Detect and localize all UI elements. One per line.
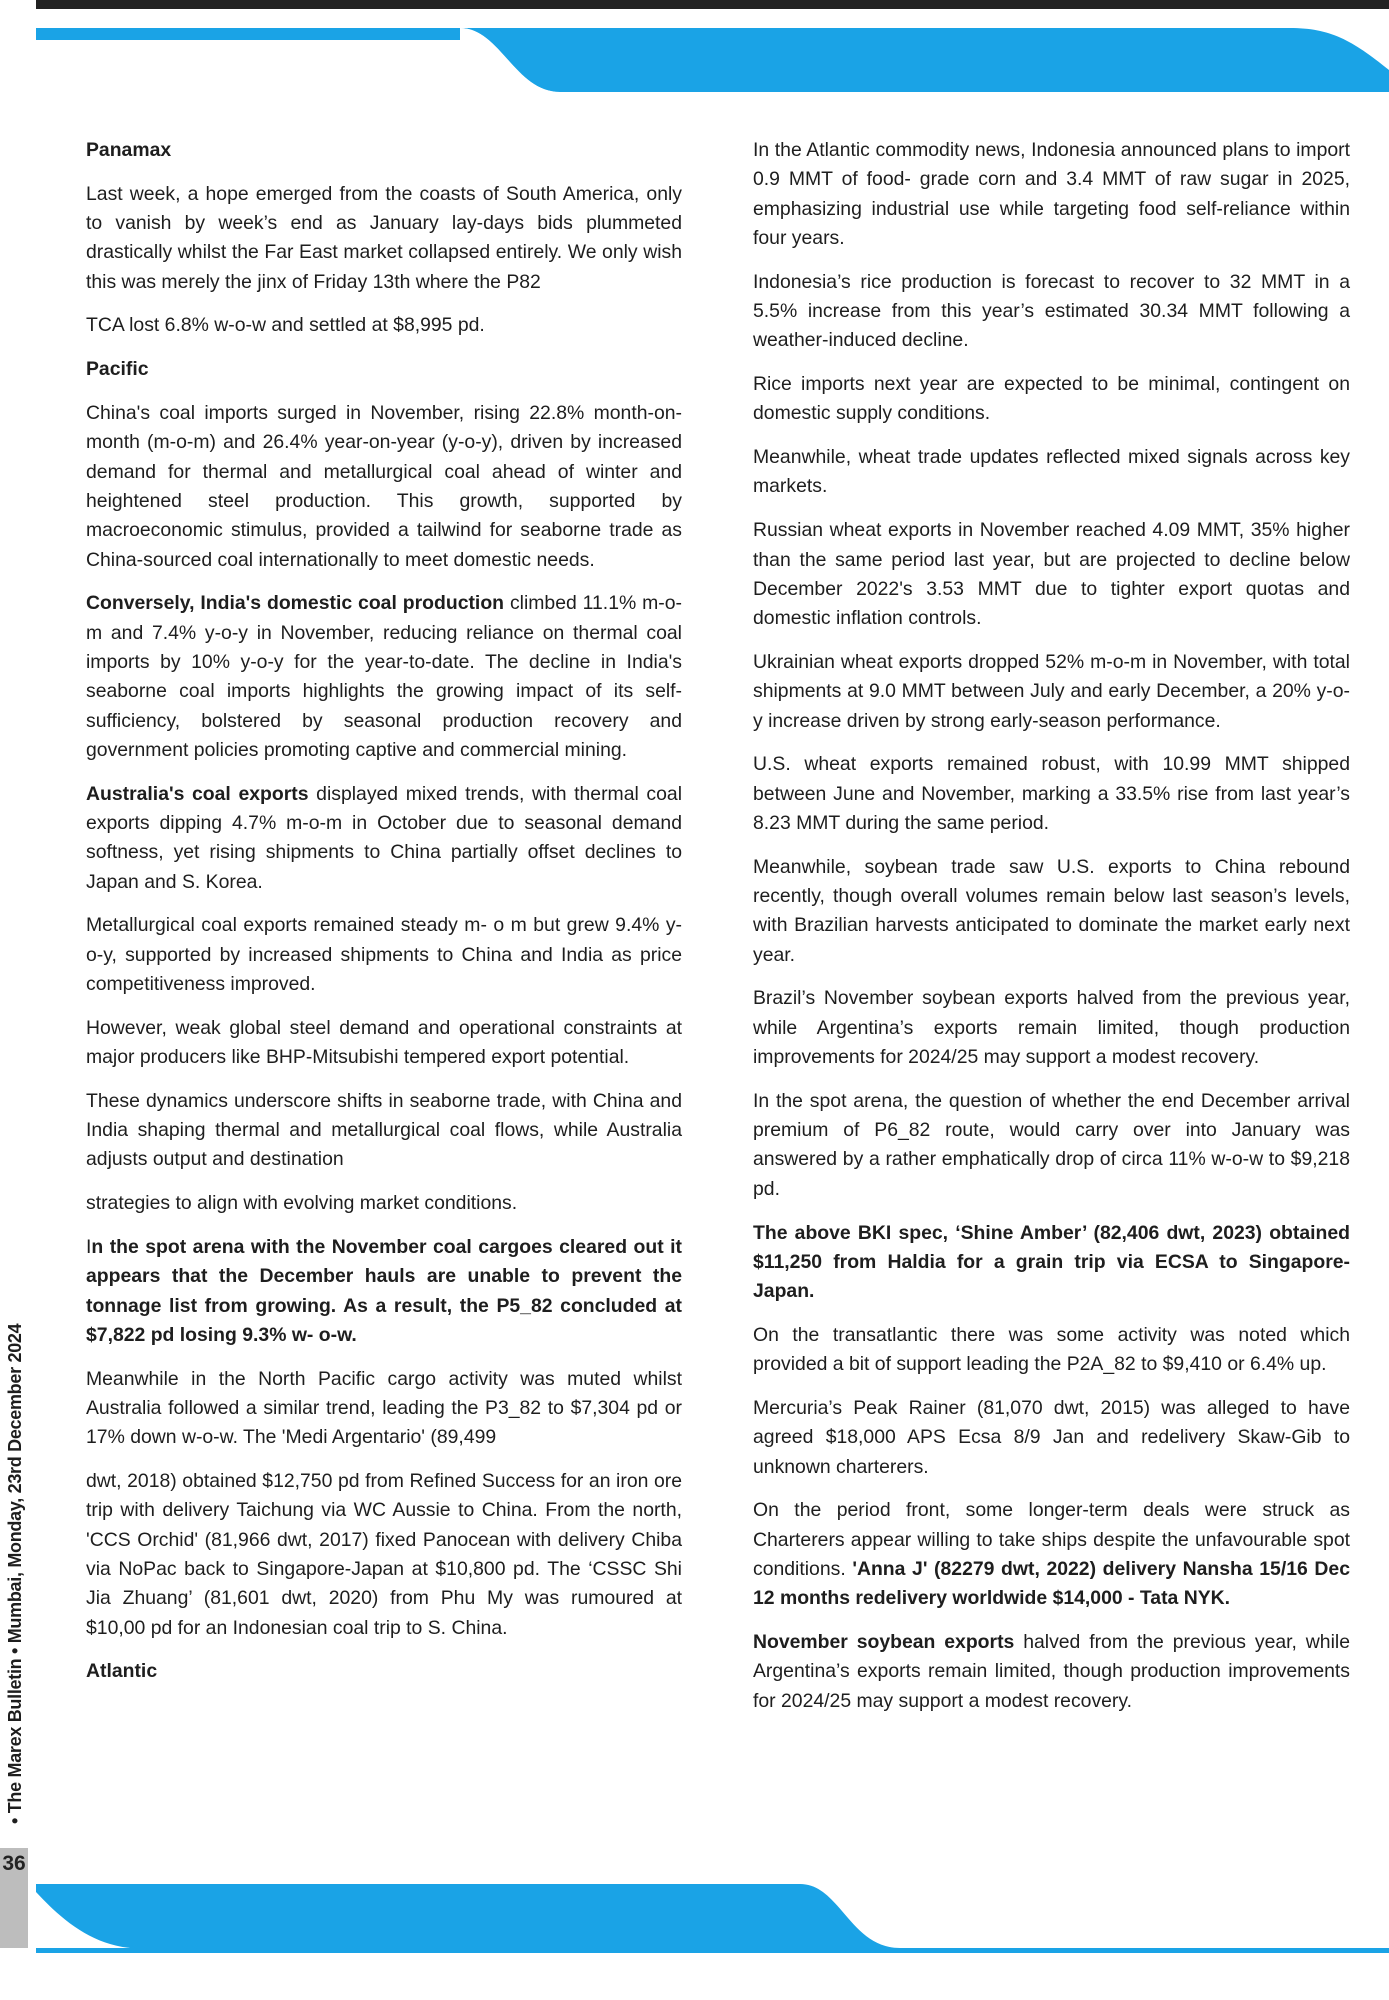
- paragraph: On the transatlantic there was some activity was noted which provided a bit of support leading the P2A_82 to $9,410 or 6.4% up.: [753, 1323, 1350, 1376]
- paragraph: These dynamics underscore shifts in seaborne trade, with China and India shaping thermal and metallurgical coal flows, while Australia adjusts output and destination: [86, 1089, 682, 1171]
- paragraph: Meanwhile in the North Pacific cargo activity was muted whilst Australia followed a similar trend, leading the P3_82 to $7,304 pd or 17% down w-o-w. The 'Medi Argentario' (89,499: [86, 1367, 682, 1449]
- section-heading-atlantic: Atlantic: [86, 1660, 158, 1683]
- bold-text: The above BKI spec, ‘Shine Amber’ (82,406 dwt, 2023) obtained $11,250 from Haldia for a grain trip via ECSA to Singapore-Japan.: [753, 1221, 1350, 1303]
- paragraph: However, weak global steel demand and operational constraints at major producers like BHP-Mitsubishi tempered export potential.: [86, 1016, 682, 1069]
- header-blue-wave: [0, 0, 1389, 95]
- paragraph: Mercuria’s Peak Rainer (81,070 dwt, 2015) was alleged to have agreed $18,000 APS Ecsa 8/9 Jan and redelivery Skaw-Gib to unknown charterers.: [753, 1396, 1350, 1478]
- paragraph: Rice imports next year are expected to be minimal, contingent on domestic supply conditions.: [753, 373, 1350, 425]
- paragraph: [753, 1496, 1350, 1613]
- bold-lead: November soybean exports: [753, 1631, 1015, 1654]
- spine-running-title: • The Marex Bulletin • Mumbai, Monday, 23rd December 2024: [5, 1323, 25, 1824]
- paragraph: [753, 1628, 1350, 1716]
- paragraph: [86, 780, 682, 897]
- paragraph: Ukrainian wheat exports dropped 52% m-o-m in November, with total shipments at 9.0 MMT between July and early December, a 20% y-o- y increase driven by strong early-season performance.: [753, 650, 1350, 732]
- bold-text: 'Anna J' (82279 dwt, 2022) delivery Nansha 15/16 Dec 12 months redelivery worldwide $14,000 - Tata NYK.: [753, 1557, 1350, 1610]
- paragraph: China's coal imports surged in November, rising 22.8% month-on-month (m-o-m) and 26.4% year-on-year (y-o-y), driven by increased demand for thermal and metallurgical coal ahead of winter and heightened steel production. This growth, supported by macroeconomic stimulus, provided a tailwind for seaborne trade as China-sourced coal internationally to meet domestic needs.: [86, 402, 682, 571]
- paragraph: [753, 1219, 1350, 1307]
- paragraph-text: climbed 11.1% m-o-m and 7.4% y-o-y in November, reducing reliance on thermal coal imports by 10% y-o-y for the year-to-date. The decline in India's seaborne coal imports highlights the growing impact of its self-sufficiency, bolstered by seasonal production recovery and government policies promoting captive and commercial mining.: [86, 592, 683, 761]
- left-column: [86, 136, 682, 1701]
- paragraph: U.S. wheat exports remained robust, with 10.99 MMT shipped between June and November, marking a 33.5% rise from last year’s 8.23 MMT during the same period.: [753, 753, 1350, 834]
- bold-lead: Australia's coal exports: [86, 782, 309, 805]
- paragraph: Metallurgical coal exports remained steady m- o m but grew 9.4% y-o-y, supported by increased shipments to China and India as price competitiveness improved.: [86, 914, 682, 995]
- paragraph: Brazil’s November soybean exports halved from the previous year, while Argentina’s exports remain limited, though production improvements for 2024/25 may support a modest recovery.: [753, 987, 1350, 1069]
- paragraph-text: displayed mixed trends, with thermal coal exports dipping 4.7% m-o-m in October due to seasonal demand softness, yet rising shipments to China partially offset declines to Japan and S. Korea.: [86, 782, 683, 893]
- paragraph: In the spot arena, the question of whether the end December arrival premium of P6_82 route, would carry over into January was answered by a rather emphatically drop of circa 11% w-o-w to $9,218 pd.: [753, 1089, 1350, 1200]
- paragraph: TCA lost 6.8% w-o-w and settled at $8,995 pd.: [86, 314, 485, 337]
- page-number: 36: [2, 1852, 26, 1875]
- paragraph: Meanwhile, soybean trade saw U.S. exports to China rebound recently, though overall volumes remain below last season’s levels, with Brazilian harvests anticipated to dominate the market early next year.: [753, 855, 1350, 966]
- paragraph: Indonesia’s rice production is forecast to recover to 32 MMT in a 5.5% increase from this year’s estimated 30.34 MMT following a weather-induced decline.: [753, 270, 1350, 352]
- paragraph-text: On the period front, some longer-term deals were struck as Charterers appear willing to take ships despite the unfavourable spot conditions.: [753, 1499, 1350, 1580]
- paragraph: Last week, a hope emerged from the coasts of South America, only to vanish by week’s end as January lay-days bids plummeted drastically whilst the Far East market collapsed entirely. We only wish this was merely the jinx of Friday 13th where the P82: [86, 182, 682, 293]
- paragraph: strategies to align with evolving market conditions.: [86, 1192, 518, 1215]
- paragraph-initial: I: [86, 1236, 92, 1258]
- paragraph-text: halved from the previous year, while Argentina’s exports remain limited, though production improvements for 2024/25 may support a modest recovery.: [753, 1631, 1350, 1712]
- bold-lead: Conversely, India's domestic coal production: [86, 592, 505, 615]
- paragraph: dwt, 2018) obtained $12,750 pd from Refined Success for an iron ore trip with delivery Taichung via WC Aussie to China. From the north, 'CCS Orchid' (81,966 dwt, 2017) fixed Panocean with delivery Chiba via NoPac back to Singapore-Japan at $10,800 pd. The ‘CSSC Shi Jia Zhuang’ (81,601 dwt, 2020) from Phu My was rumoured at $10,00 pd for an Indonesian coal trip to S. China.: [86, 1470, 682, 1639]
- section-heading-panamax: Panamax: [86, 139, 172, 161]
- section-heading-pacific: Pacific: [86, 358, 149, 381]
- paragraph: [86, 589, 682, 765]
- paragraph: [86, 1233, 682, 1350]
- paragraph: Russian wheat exports in November reached 4.09 MMT, 35% higher than the same period last year, but are projected to decline below December 2022's 3.53 MMT due to tighter export quotas and domestic inflation controls.: [753, 519, 1350, 630]
- bold-text: n the spot arena with the November coal cargoes cleared out it appears that the December hauls are unable to prevent the tonnage list from growing. As a result, the P5_82 concluded at $7,822 pd losing 9.3% w- o-w.: [86, 1236, 682, 1346]
- paragraph: Meanwhile, wheat trade updates reflected mixed signals across key markets.: [753, 446, 1350, 498]
- paragraph: In the Atlantic commodity news, Indonesia announced plans to import 0.9 MMT of food- grade corn and 3.4 MMT of raw sugar in 2025, emphasizing industrial use while targeting food self-reliance within four years.: [753, 139, 1350, 249]
- right-column: [753, 136, 1350, 1730]
- footer-blue-wave: [0, 1878, 1389, 1953]
